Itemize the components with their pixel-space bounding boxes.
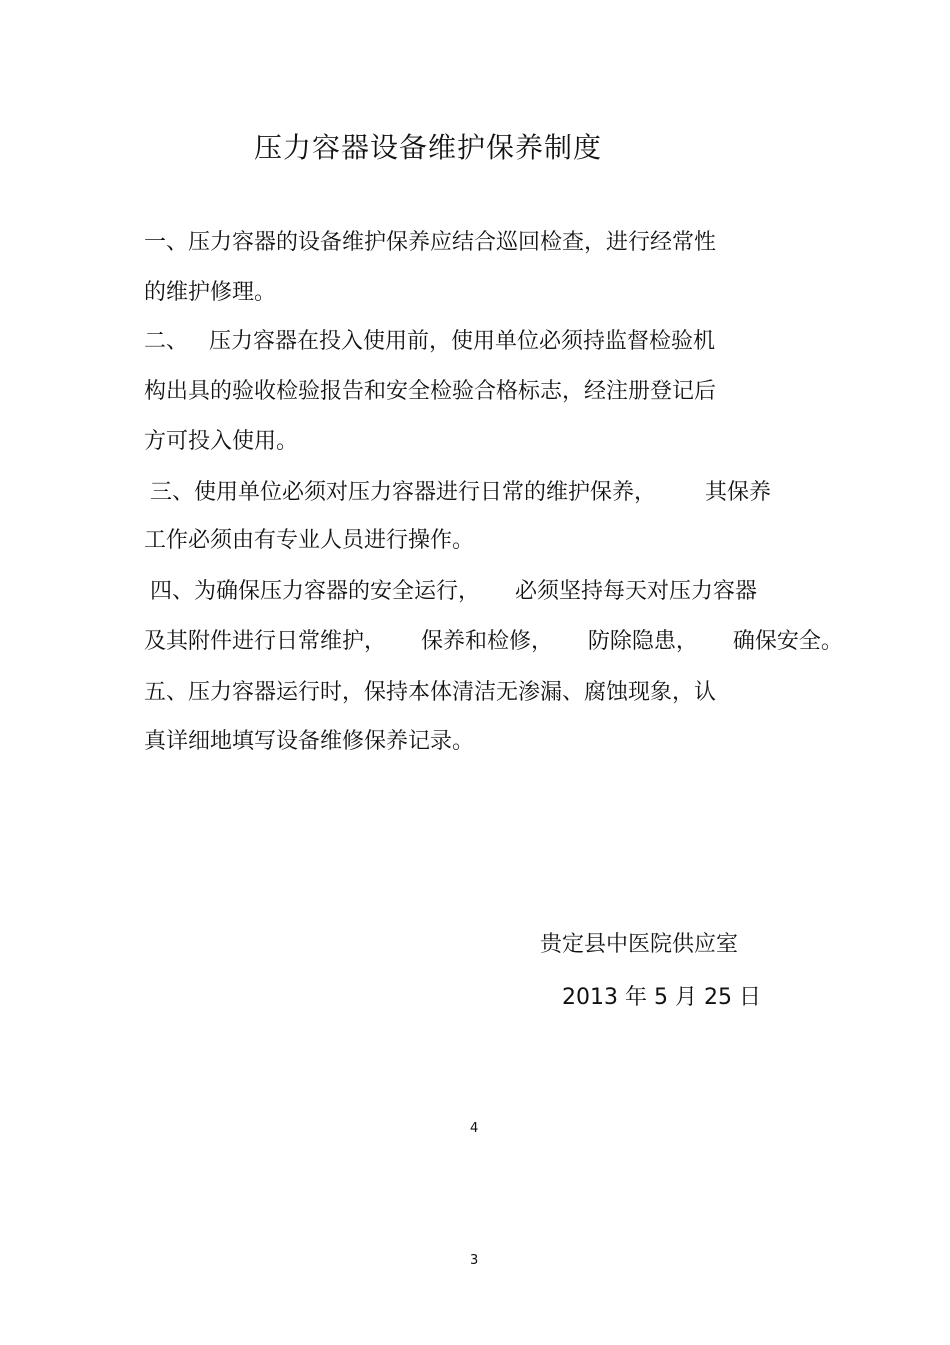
page-number-upper: 4 (470, 1121, 479, 1136)
body-line-3: 二、 压力容器在投入使用前，使用单位必须持监督检验机 (144, 329, 715, 354)
body-line-4: 构出具的验收检验报告和安全检验合格标志，经注册登记后 (144, 379, 717, 404)
body-line-7: 工作必须由有专业人员进行操作。 (144, 528, 475, 553)
document-title: 压力容器设备维护保养制度 (254, 131, 603, 164)
page-number-lower: 3 (470, 1253, 479, 1268)
body-line-8: 四、为确保压力容器的安全运行， 必须坚持每天对压力容器 (150, 579, 757, 604)
body-line-5: 方可投入使用。 (144, 429, 299, 454)
body-line-10: 五、压力容器运行时，保持本体清洁无渗漏、腐蚀现象，认 (144, 680, 717, 705)
body-line-2: 的维护修理。 (144, 280, 277, 305)
body-line-6: 三、使用单位必须对压力容器进行日常的维护保养， 其保养 (150, 480, 771, 505)
signature-date: 2013 年 5 月 25 日 (562, 985, 761, 1010)
signature-organization: 贵定县中医院供应室 (540, 932, 739, 957)
body-line-9: 及其附件进行日常维护， 保养和检修， 防除隐患， 确保安全。 (144, 629, 843, 654)
body-line-1: 一、压力容器的设备维护保养应结合巡回检查，进行经常性 (144, 230, 717, 255)
body-line-11: 真详细地填写设备维修保养记录。 (144, 729, 475, 754)
